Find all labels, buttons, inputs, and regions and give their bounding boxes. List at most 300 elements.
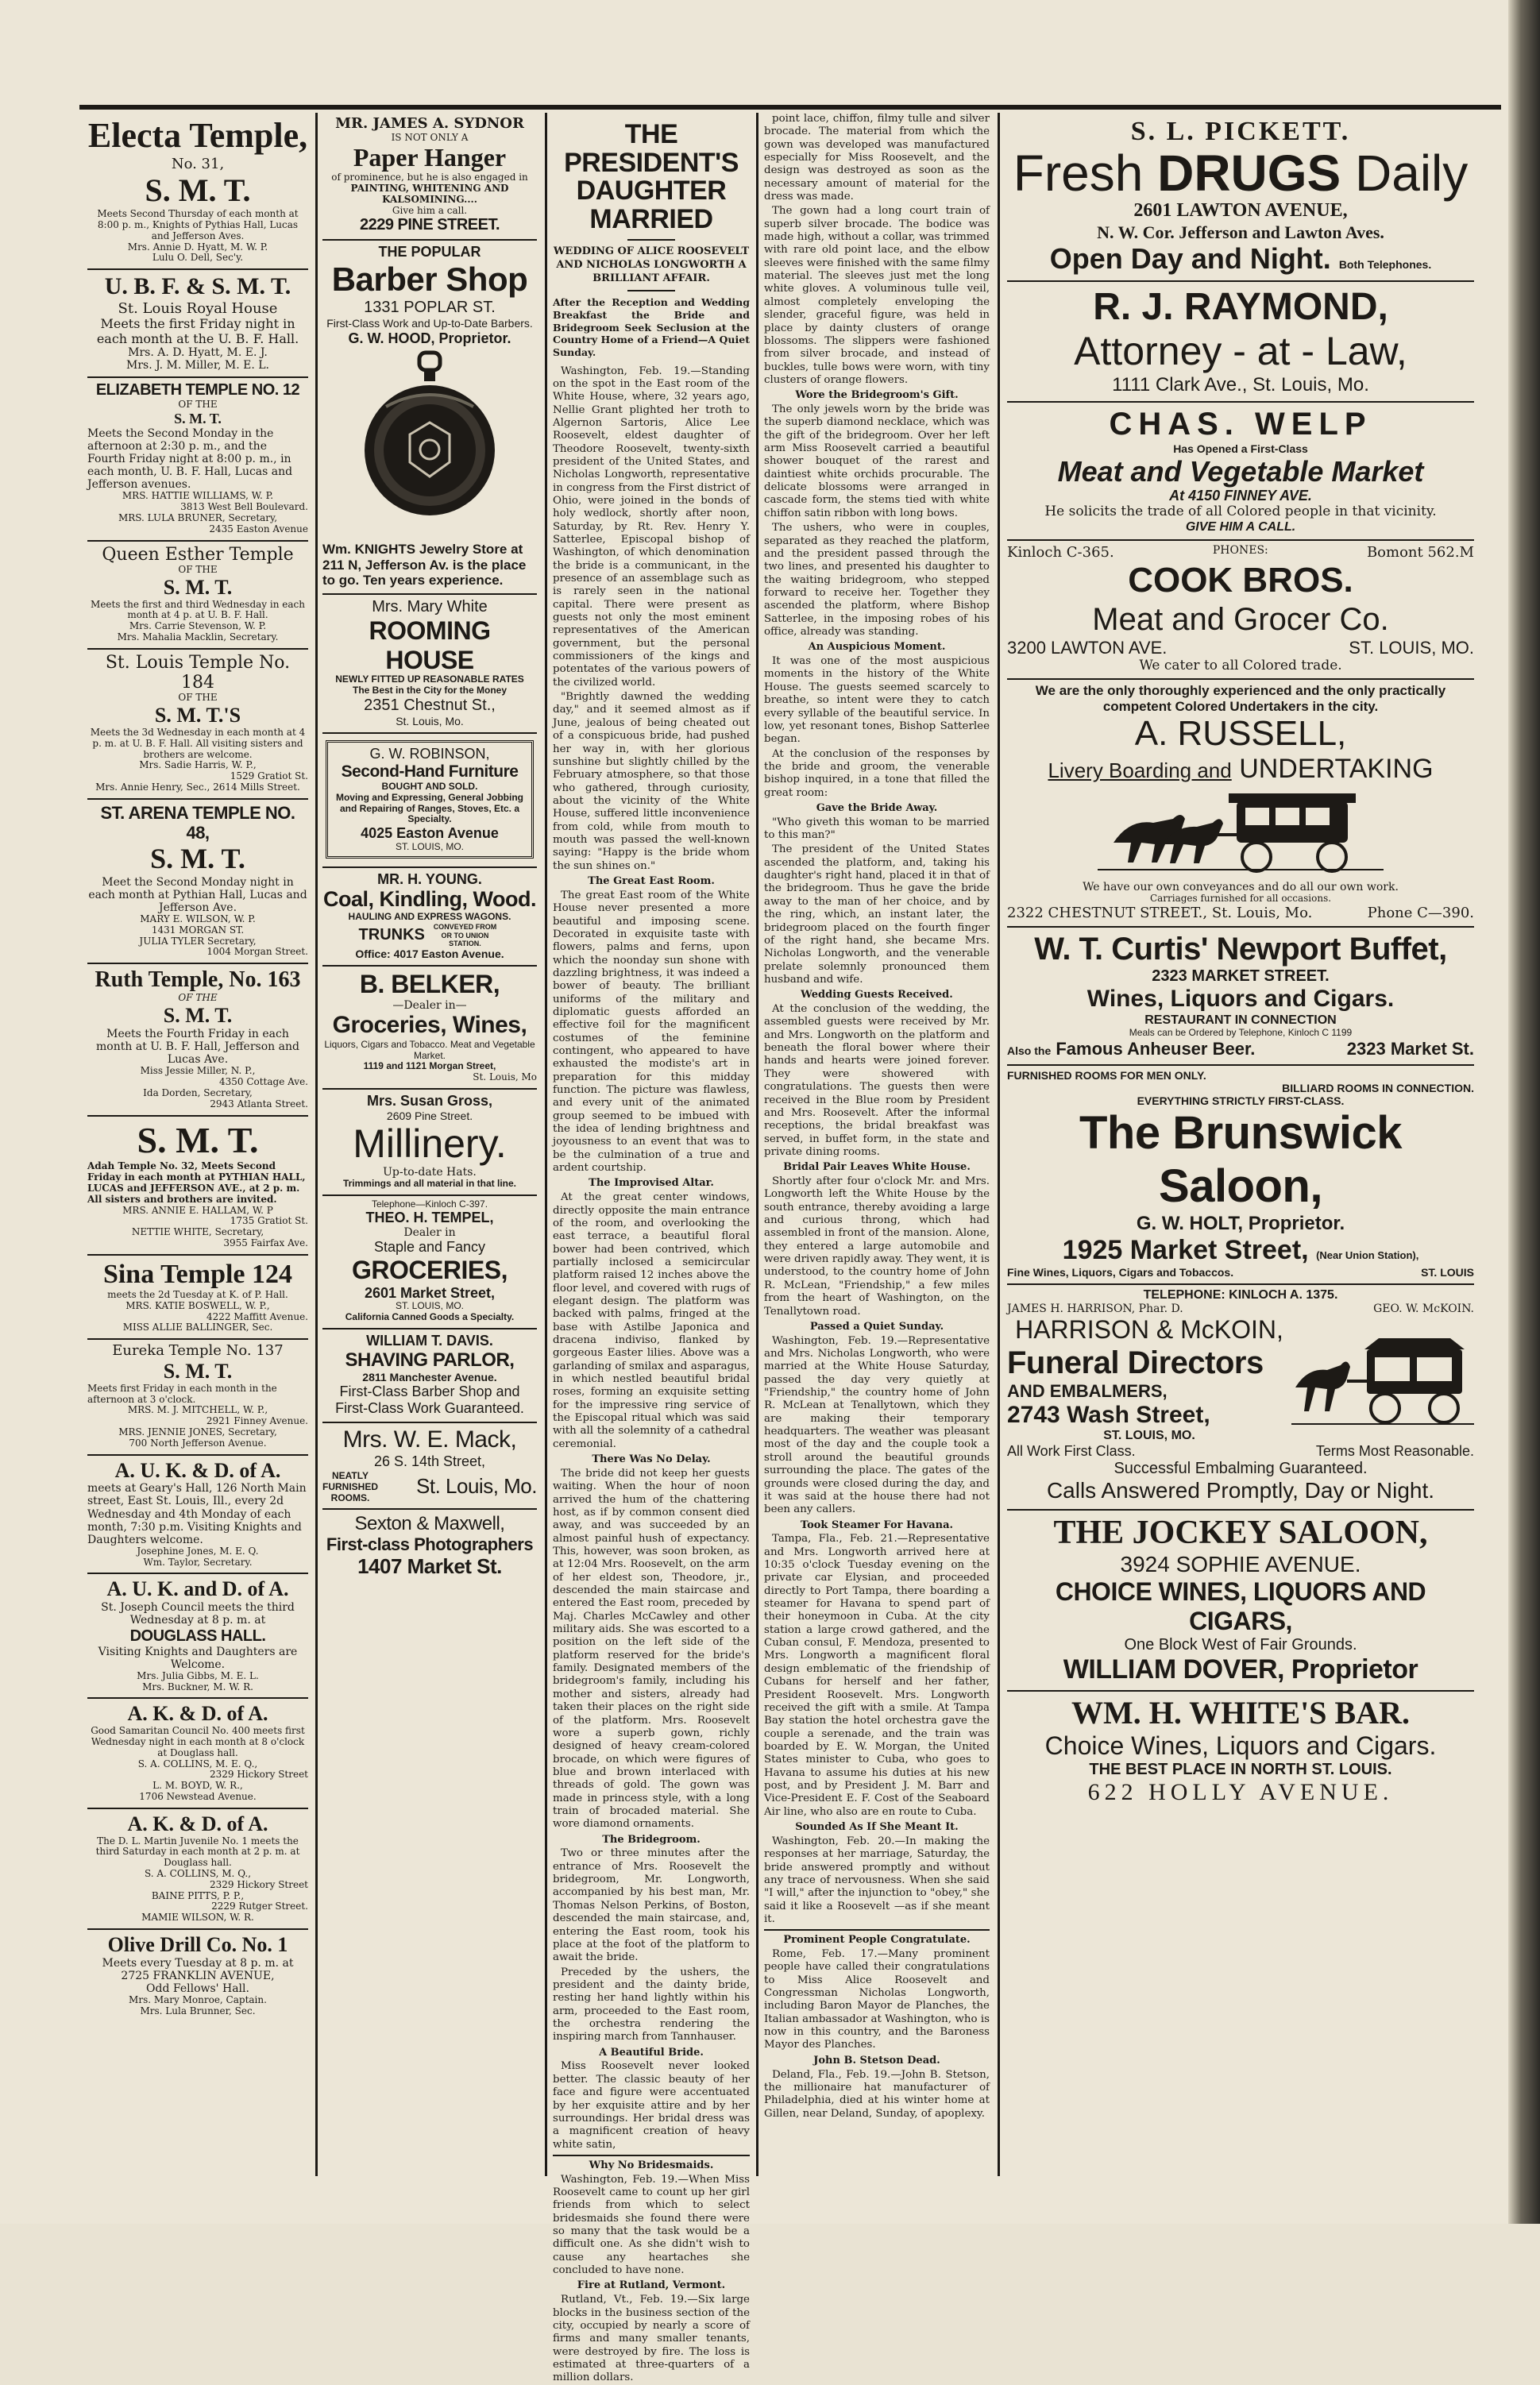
- phones-text: Both Telephones.: [1338, 258, 1432, 272]
- ad-own: We have our own conveyances and do all our own work.: [1083, 881, 1399, 894]
- notice-body: meets the 2d Tuesday at K. of P. Hall.: [107, 1288, 288, 1300]
- notice-body: meets at Geary's Hall, 126 North Main street, East St. Louis, Ill., every 2d Wednesday and 4th Monday of each month, 7:30 p.m. Visiting Knights and Daughters welcome.: [87, 1482, 307, 1546]
- notice-title: Olive Drill Co. No. 1: [107, 1933, 288, 1957]
- notice-sub: St. Louis Royal House: [118, 299, 278, 317]
- notice-title: A. U. K. and D. of A.: [106, 1577, 289, 1601]
- column-rule: [998, 113, 1000, 2176]
- ad-best: THE BEST PLACE IN NORTH ST. LOUIS.: [1089, 1760, 1392, 1778]
- pickett-drugs-ad: [1007, 113, 1474, 282]
- article-subhead: John B. Stetson Dead.: [813, 2054, 940, 2067]
- notice-address: 1004 Morgan Street.: [206, 946, 308, 958]
- ad-phone: Telephone—Kinloch C-397.: [371, 1198, 488, 1210]
- ad-title: [1007, 145, 1474, 203]
- notice-smt: S. M. T.: [145, 172, 251, 209]
- also-text: Also the: [1007, 1044, 1052, 1057]
- ad-title: Funeral Directors: [1007, 1345, 1264, 1381]
- rooming-house-ad: [322, 595, 537, 734]
- ad-best: The Best in the City for the Money: [352, 685, 507, 697]
- article-paragraph: Rutland, Vt., Feb. 19.—Six large blocks in the business section of the city, occupied by nearly a score of firms and many smaller tenants, were destroyed by fire. The loss is estimated at three-quarters of a million dollars.: [553, 2294, 750, 2384]
- notice-of: OF THE: [178, 563, 218, 575]
- name-harrison: JAMES H. HARRISON, Phar. D.: [1007, 1302, 1183, 1316]
- ad-city: ST. LOUIS, MO.: [1349, 637, 1474, 658]
- kinloch-phone: Kinloch C-365.: [1007, 543, 1114, 561]
- article-subhead: Wedding Guests Received.: [801, 989, 953, 1001]
- notice-officer: Ida Dorden, Secretary,: [143, 1087, 253, 1098]
- ad-address: 1925 Market Street,: [1062, 1235, 1309, 1265]
- ad-terms: Terms Most Reasonable.: [1315, 1443, 1474, 1460]
- davis-shaving-ad: [322, 1330, 537, 1423]
- article-paragraph: Washington, Feb. 19.—Representative and Mrs. Nicholas Longworth, who were married at the White House Saturday, passed the day very quietly at "Friendship," the country home of John R. McLean at Tenallytown, which they are making their temporary headquarters. The weather was pleasant most of the day and the couple took a stroll around the beautiful grounds surrounding the place. The gates of the grounds were closed during the day, and it was said at the house there had not been any callers.: [764, 1334, 990, 1516]
- article-subhead: The Bridegroom.: [602, 1833, 701, 1846]
- article-paragraph: The great East room of the White House never presented a more beautiful and imposing scene. Decorated in exquisite taste with flowers, palms and ferns, upon which the noonday sun shone with dazzling brightness, it was indeed a bower of beauty. The brilliant uniforms of the military and diplomatic guests afforded an effective foil for the magnificent costumes of the feminine contingent, who appeared to have exhausted the modiste's art in preparation for this midday function. The picture was flawless, and every unit of the animated group seemed to be imbued with the idea of lending brightness and joyousness to an event that was to be the culmination of a true and ardent courtship.: [553, 889, 750, 1175]
- notice-body: Meets every Tuesday at 8 p. m. at: [102, 1956, 294, 1970]
- ad-the: THE POPULAR: [378, 244, 481, 260]
- wedding-article-continued-column: [759, 113, 994, 2176]
- notice-smt: S. M. T.: [163, 575, 233, 599]
- notice-body: Meets the Second Monday in the afternoon at 2:30 p. m., and the Fourth Friday night at 8:00 p. m., in each month, U. B. F. Hall, Lucas and Jefferson avenues.: [87, 426, 293, 492]
- ad-address: At 4150 FINNEY AVE.: [1169, 488, 1312, 504]
- article-paragraph: The ushers, who were in couples, separated as they reached the platform, and the president passed through the two lines, and presented his daughter to the waiting bridegroom, who stepped forward to receive her. Together they ascended the platform, where Bishop Satterlee, in the imposing robes of his office, already was standing.: [764, 522, 990, 638]
- notice-smt: S. M. T.: [163, 1004, 233, 1028]
- article-paragraph: The bride did not keep her guests waiting. When the hour of noon arrived the hum of the chattering host, as if by common consent died away, and was succeeded by an almost painful hush of expectancy. This, however, was soon broken, as at 12:04 Mrs. Roosevelt, on the arm of her eldest son, Theodore, jr., descended the main staircase and entered the East room, preceded by Maj. Charles McCawley and other military aids. She was escorted to a position on the left side of the platform reserved for the bride's family. Designated members of the bridegroom's family, including his mother and sisters, already had taken their places on the right side of the platform. Mrs. Roosevelt wore a superb gown, richly designed of heavy cream-colored brocade, on which were figures of blue and brown interlaced with threads of gold. The gown was made in princess style, with a long train of brocaded material. She wore diamond ornaments.: [553, 1467, 750, 1831]
- cook-bros-ad: [1007, 541, 1474, 680]
- article-subhead: Fire at Rutland, Vermont.: [577, 2279, 726, 2292]
- article-paragraph: Deland, Fla., Feb. 19.—John B. Stetson, the millionaire hat manufacturer of Philadelphia, died at his winter home at Gillen, near Deland, Sunday, of apoplexy.: [764, 2068, 990, 2120]
- notice-address: 2943 Atlanta Street.: [210, 1098, 308, 1110]
- ad-name: A. RUSSELL,: [1134, 714, 1347, 754]
- article-paragraph: The president of the United States ascended the platform, and, taking his daughter's right hand, placed it in that of the bridegroom. Thus he gave the bride away to the man of her choice, and by the ring, which, an instant later, the bridegroom placed on the fourth finger of the right hand, she became Mrs. Nicholas Longworth, and the venerable prelate solemnly pronounced them husband and wife.: [764, 843, 990, 986]
- notice-officer: Mrs. J. M. Miller, M. E. L.: [126, 359, 269, 372]
- drugs-word: DRUGS: [1157, 145, 1341, 203]
- column-rule: [756, 113, 758, 2176]
- phones-row: [1007, 544, 1474, 561]
- notice-smt: S. M. T.: [137, 1119, 259, 1160]
- ad-title: Millinery.: [353, 1121, 507, 1166]
- ad-rooms: NEATLY FURNISHED ROOMS.: [322, 1469, 379, 1503]
- livery-text: Livery Boarding and: [1048, 758, 1232, 782]
- ad-body: We are the only thoroughly experienced and the only practically competent Colored Undertakers in the city.: [1035, 683, 1446, 714]
- notice-address: 700 North Jefferson Avenue.: [129, 1437, 267, 1449]
- undertaking-text: UNDERTAKING: [1239, 753, 1434, 784]
- curtis-buffet-ad: [1007, 928, 1474, 1066]
- lodge-notices-column: [83, 113, 313, 2176]
- ad-address: 1119 and 1121 Morgan Street,: [363, 1060, 496, 1072]
- ad-title: Second-Hand Furniture: [341, 762, 519, 781]
- ad-name: G. W. ROBINSON,: [369, 746, 490, 762]
- article-subhead: Why No Bridesmaids.: [589, 2159, 714, 2171]
- auk-douglass-notice: [87, 1574, 308, 1699]
- st-louis-temple-notice: [87, 650, 308, 800]
- ad-wines: Wines, Liquors and Cigars.: [1086, 986, 1395, 1013]
- notice-officer: Mrs. Julia Gibbs, M. E. L.: [137, 1669, 259, 1681]
- article-paragraph: Shortly after four o'clock Mr. and Mrs. Longworth left the White House by the south entrance, thereby avoiding a large and curious throng, which had assembled in front of the mansion. Alone, they entered a large automobile and were driven rapidly away. They went, it is understood, to the country home of John R. McLean, "Friendship," a few miles from the heart of Washington, on the Tenallytown road.: [764, 1175, 990, 1318]
- business-ads-column: [318, 113, 542, 2176]
- article-subhead: Prominent People Congratulate.: [783, 1934, 971, 1947]
- ad-title: Groceries, Wines,: [332, 1012, 527, 1039]
- ad-restaurant: RESTAURANT IN CONNECTION: [1144, 1013, 1337, 1027]
- ad-opened: Has Opened a First-Class: [1173, 442, 1308, 455]
- notice-officer: S. A. COLLINS, M. E. Q.,: [137, 1758, 258, 1769]
- ad-title: THE JOCKEY SALOON,: [1053, 1514, 1428, 1551]
- article-subhead: An Auspicious Moment.: [808, 641, 946, 654]
- article-paragraph: Miss Roosevelt never looked better. The classic beauty of her face and figure were accentuated by her exquisite attire and by her surroundings. Her bridal dress was a magnificent creation of heavy white satin,: [553, 2060, 750, 2151]
- elizabeth-temple-notice: [87, 378, 308, 541]
- article-paragraph: Washington, Feb. 20.—In making the responses at her marriage, Saturday, the bride answered promptly and without any trace of nervousness. When she said "I will," after the injunction to "obey," she said it like a Roosevelt —as if she meant it.: [764, 1835, 990, 1925]
- ad-calls: Calls Answered Promptly, Day or Night.: [1046, 1478, 1435, 1503]
- notice-body: Good Samaritan Council No. 400 meets first Wednesday night in each month at 8 o'clock at Douglass hall.: [91, 1725, 305, 1758]
- large-ads-column: [1002, 113, 1479, 2176]
- notice-officer: Mrs. A. D. Hyatt, M. E. J.: [128, 346, 268, 360]
- ad-title: Attorney - at - Law,: [1074, 328, 1407, 373]
- st-arena-notice: [87, 800, 308, 964]
- notice-title: Electa Temple,: [87, 116, 308, 155]
- notice-officer: Mrs. Annie Henry, Sec., 2614 Mills Street.: [95, 781, 300, 793]
- jockey-saloon-ad: [1007, 1511, 1474, 1692]
- ad-call: GIVE HIM A CALL.: [1185, 519, 1296, 534]
- ad-address: 2811 Manchester Avenue.: [362, 1371, 497, 1384]
- article-paragraph: Rome, Feb. 17.—Many prominent people have called their congratulations to Miss Alice Roosevelt and Congressman Nicholas Longworth, including Baron Mayor de Planches, the Italian ambassador at Washington, who is now in this country, and the Baroness Mayor des Planches.: [764, 1948, 990, 2051]
- article-body: [764, 113, 990, 2121]
- ad-embalming: Successful Embalming Guaranteed.: [1114, 1460, 1368, 1478]
- ad-body: He solicits the trade of all Colored people in that vicinity.: [1044, 504, 1437, 520]
- notice-body: Meets first Friday in each month in the afternoon at 3 o'clock.: [87, 1382, 277, 1405]
- ad-body: of prominence, but he is also engaged in: [331, 172, 528, 183]
- notice-officer: MARY E. WILSON, W. P.: [140, 913, 256, 925]
- address-row: [1007, 638, 1474, 658]
- notice-title: Sina Temple 124: [102, 1259, 293, 1289]
- notice-officer: Lulu O. Dell, Sec'y.: [152, 252, 244, 264]
- headline-rule: [627, 239, 675, 241]
- ad-name: Mrs. Mary White: [372, 597, 488, 616]
- ad-dealer: —Dealer in—: [392, 999, 467, 1013]
- notice-officer: MRS. KATIE BOSWELL, W. P.,: [125, 1299, 270, 1311]
- ad-title: Barber Shop: [331, 260, 528, 299]
- ad-choice: CHOICE WINES, LIQUORS AND CIGARS,: [1055, 1577, 1426, 1635]
- ad-title: First-class Photographers: [326, 1534, 534, 1555]
- ad-isnot: IS NOT ONLY A: [391, 131, 469, 143]
- article-paragraph: Tampa, Fla., Feb. 21.—Representative and Mrs. Longworth arrived here at 10:35 o'clock Tuesday evening on the private car Elysian, and proceeded directly to Port Tampa, there boarding a steamer for Havana to spend part of their honeymoon in Cuba. At the city station a large crowd gathered, and the Cuban consul, F. Mendoza, presented to Mrs. Longworth a magnificent floral design emblematic of the friendship of Cubans for herself and her father, President Roosevelt. Mrs. Longworth received the gift with a smile. At Tampa Bay station the hotel orchestra gave the couple a serenade, and the train was boarded by E. W. Morgan, the United States minister to Cuba, who goes to Havana to assume his duties at his new post, and by President J. M. Barr and Vice-President E. F. Cost of the Seaboard Air line, who also are en route to Cuba.: [764, 1533, 990, 1818]
- notice-officer: Josephine Jones, M. E. Q.: [137, 1545, 259, 1557]
- ad-trunks: [322, 923, 537, 947]
- notice-officer: L. M. BOYD, W. R.,: [152, 1780, 243, 1792]
- notice-title: Eureka Temple No. 137: [112, 1342, 284, 1360]
- notice-address: 2921 Finney Avenue.: [206, 1415, 308, 1427]
- notice-officer: BAINE PITTS, P. P.,: [151, 1889, 245, 1901]
- article-paragraph: At the great center windows, directly opposite the main entrance of the room, and overlooking the east terrace, a beautiful floral bower had been contrived, which partially inclosed a semicircular platform raised 12 inches above the floor level, and covered with rugs of elegant design. The platform was backed with palms, fringed at the base with Astilbe Japonica and dracena indiviso, flanked by gorgeous Easter lilies. Above was a garlanding of smilax and asparagus, in which nestled beautiful bridal roses, forming an exquisite setting for the impressive ring service of the Episcopal ritual which was said with all the solemnity of a cathedral ceremonial.: [553, 1191, 750, 1450]
- notice-body: Meets Second Thursday of each month at 8:00 p. m., Knights of Pythias Hall, Lucas and Jefferson Aves.: [97, 208, 299, 241]
- ad-address: 1331 POPLAR ST.: [364, 299, 496, 317]
- harrison-mckoin-ad: [1007, 1285, 1474, 1511]
- ad-address: 2601 LAWTON AVENUE,: [1133, 200, 1348, 222]
- deck-rule: [627, 290, 675, 291]
- notice-officer: MRS. ANNIE E. HALLAM, W. P: [122, 1204, 273, 1216]
- ad-address: 2229 PINE STREET.: [359, 216, 500, 234]
- ad-address: 2322 CHESTNUT STREET., St. Louis, Mo.: [1007, 905, 1313, 922]
- beer-text: Famous Anheuser Beer.: [1056, 1038, 1256, 1059]
- notice-officer: MAMIE WILSON, W. R.: [141, 1912, 254, 1924]
- eureka-temple-notice: [87, 1340, 308, 1455]
- notice-body: Meets the Fourth Friday in each month at U. B. F. Hall, Jefferson and Lucas Ave.: [96, 1028, 299, 1067]
- akd-good-samaritan-notice: [87, 1699, 308, 1808]
- ad-sub: Up-to-date Hats.: [383, 1165, 477, 1179]
- ad-address: 1111 Clark Ave., St. Louis, Mo.: [1112, 374, 1369, 396]
- notice-officer: Mrs. Mahalia Macklin, Secretary.: [117, 631, 279, 643]
- notice-title: Ruth Temple, No. 163: [95, 967, 301, 993]
- ad-sub: BOUGHT AND SOLD.: [381, 780, 478, 792]
- ad-body: First-Class Work and Up-to-Date Barbers.: [326, 317, 533, 330]
- article-subhead: There Was No Delay.: [592, 1453, 711, 1466]
- welp-market-ad: [1007, 403, 1474, 541]
- phones-label: PHONES:: [1212, 543, 1268, 557]
- ad-address: 26 S. 14th Street,: [373, 1453, 486, 1470]
- russell-undertaking-ad: [1007, 680, 1474, 928]
- notice-address: 3813 West Bell Boulevard.: [180, 501, 308, 513]
- ad-address: 2743 Wash Street,: [1007, 1401, 1210, 1428]
- ad-city: ST. LOUIS, MO.: [395, 1300, 464, 1312]
- ad-title: GROCERIES,: [352, 1255, 508, 1284]
- ad-address-line: [1007, 1235, 1474, 1266]
- notice-address: 1431 MORGAN ST.: [151, 924, 245, 936]
- article-paragraph: Two or three minutes after the entrance of Mrs. Roosevelt the bridegroom, Mr. Longworth, accompanied by his best man, Mr. Thomas Nelson Perkins, of Boston, descended the main staircase, and, entering the East room, took his place at the foot of the platform to await the bride.: [553, 1847, 750, 1964]
- white-bar-ad: [1007, 1692, 1474, 1811]
- ad-sub: Staple and Fancy: [373, 1239, 486, 1256]
- notice-smt: S. M. T.'S: [154, 704, 241, 727]
- article-paragraph: At the conclusion of the wedding, the assembled guests were received by Mr. and Mrs. Longworth on the platform and beneath the floral bower where their hands and hearts were joined forever. They were showered with congratulations. The guests then were received in the Blue room by President and Mrs. Roosevelt. After the informal receptions, the bridal breakfast was served, in buffet form, in the state and private dining rooms.: [764, 1003, 990, 1158]
- notice-address: 2435 Easton Avenue: [209, 523, 308, 535]
- ad-fine: Fine Wines, Liquors, Cigars and Tobaccos.: [1007, 1266, 1234, 1279]
- ubf-notice: [87, 270, 308, 378]
- notice-body: Meets the first Friday night in each month at the U. B. F. Hall.: [96, 316, 299, 346]
- notice-title: A. K. & D. of A.: [127, 1812, 268, 1835]
- ad-body: Trimmings and all material in that line.: [342, 1177, 517, 1189]
- ad-work: All Work First Class.: [1007, 1443, 1136, 1460]
- ad-canned: California Canned Goods a Specialty.: [345, 1311, 515, 1323]
- ad-title: WM. H. WHITE'S BAR.: [1071, 1694, 1410, 1731]
- ad-services: PAINTING, WHITENING AND KALSOMINING....: [350, 183, 509, 205]
- notice-officer: Mrs. Mary Monroe, Captain.: [129, 1994, 267, 2006]
- article-paragraph: The only jewels worn by the bride was the superb diamond necklace, which was the gift of the bridegroom. Over her left arm Miss Roosevelt carried a beautiful shower bouquet of the rarest and daintiest white orchids procurable. The delicate blossoms were arranged in cascade form, the stems tied with white chiffon satin ribbon with long bows.: [764, 403, 990, 519]
- notice-hall: DOUGLASS HALL.: [129, 1627, 266, 1645]
- horse-carriage-illustration: [1098, 787, 1384, 874]
- article-subhead: Gave the Bride Away.: [816, 801, 938, 814]
- ad-title: Coal, Kindling, Wood.: [323, 887, 536, 912]
- article-subhead: Bridal Pair Leaves White House.: [783, 1161, 971, 1174]
- ad-city: St. Louis, Mo.: [416, 1474, 537, 1499]
- page-edge-shadow: [1508, 0, 1540, 2224]
- notice-body: Meet the Second Monday night in each month at Pythian Hall, Lucas and Jefferson Ave.: [88, 875, 307, 914]
- article-subhead: The Great East Room.: [588, 874, 715, 887]
- ad-title: Paper Hanger: [353, 143, 507, 172]
- article-subhead: A Beautiful Bride.: [599, 2046, 704, 2059]
- notice-address: 4222 Maffitt Avenue.: [206, 1310, 308, 1322]
- article-divider: [553, 2155, 750, 2156]
- brunswick-saloon-ad: [1007, 1066, 1474, 1285]
- notice-title: ST. ARENA TEMPLE NO. 48,: [100, 802, 295, 843]
- pocket-watch-illustration: [362, 351, 497, 534]
- ad-carriages: Carriages furnished for all occasions.: [1149, 893, 1332, 905]
- notice-officer: MRS. M. J. MITCHELL, W. P.,: [127, 1404, 268, 1416]
- article-subhead: Wore the Bridegroom's Gift.: [795, 389, 959, 402]
- ad-cater: We cater to all Colored trade.: [1139, 657, 1342, 673]
- ad-address: 2323 Market St.: [1346, 1038, 1474, 1059]
- ad-sub: NEWLY FITTED UP REASONABLE RATES: [335, 673, 524, 685]
- near-text: (Near Union Station),: [1316, 1249, 1419, 1261]
- funeral-row: [1007, 1315, 1474, 1443]
- barber-shop-ad: [322, 241, 537, 594]
- work-row: [1007, 1443, 1474, 1460]
- ad-corner: N. W. Cor. Jefferson and Lawton Aves.: [1097, 222, 1384, 242]
- notice-of: OF THE: [178, 992, 218, 1004]
- notice-address: 2329 Hickory Street: [209, 1878, 308, 1890]
- ad-city: ST. LOUIS, MO.: [395, 840, 464, 852]
- ad-address: 2351 Chestnut St.,: [364, 697, 496, 715]
- notice-officer: Miss Jessie Miller, N. P.,: [140, 1065, 256, 1077]
- article-paragraph: It was one of the most auspicious moments in the history of the White House. The guests seemed scarcely to breathe, so intent were they to catch every syllable of the beautiful service. In low, yet resonant tones, Bishop Satterlee began.: [764, 655, 990, 746]
- notice-officer: Mrs. Sadie Harris, W. P.,: [139, 759, 257, 771]
- notice-smt: S. M. T.: [150, 843, 245, 875]
- ad-first-class: EVERYTHING STRICTLY FIRST-CLASS.: [1137, 1094, 1345, 1107]
- ruth-temple-notice: [87, 964, 308, 1116]
- notice-title: U. B. F. & S. M. T.: [104, 273, 291, 300]
- ad-title-line: [1007, 754, 1474, 784]
- fresh-word: Fresh: [1013, 145, 1144, 203]
- beer-row: [1007, 1039, 1474, 1059]
- tempel-groceries-ad: [322, 1196, 537, 1330]
- ad-city: ST. LOUIS, MO.: [1103, 1429, 1195, 1443]
- notice-title: Queen Esther Temple: [102, 544, 294, 565]
- ad-title: The Brunswick Saloon,: [1079, 1107, 1403, 1212]
- notice-officer: MISS ALLIE BALLINGER, Sec.: [122, 1322, 273, 1333]
- names-row: [1007, 1302, 1474, 1315]
- notice-title: ELIZABETH TEMPLE NO. 12: [95, 381, 300, 399]
- akd-juvenile-notice: [87, 1809, 308, 1930]
- ad-proprietor: WILLIAM DOVER, Proprietor: [1063, 1654, 1418, 1685]
- article-paragraph: Washington, Feb. 19.—Standing on the spot in the East room of the White House, where, 32 years ago, Nellie Grant plighted her troth to Algernon Sartoris, Alice Lee Roosevelt, eldest daughter of Theodore Roosevelt, twenty-sixth president of the United States, and Nicholas Longworth, representative in congress from the First district of Ohio, were joined in the bonds of holy wedlock, shortly after noon, Saturday, by Rt. Rev. Henry Y. Satterlee, Episcopal bishop of Washington, of which denomination the bride is a communicant, in the presence of an assemblage such as is rarely seen in the national capital. There were present as guests not only the most eminent representatives of the American government, but the personal commissioners of the kings and potentates of the various powers of the civilized world.: [553, 365, 750, 689]
- notice-body: Visiting Knights and Daughters are Welcome.: [98, 1645, 298, 1671]
- notice-smt: S. M. T.: [174, 411, 222, 427]
- notice-officer: MRS. LULA BRUNER, Secretary,: [118, 511, 278, 523]
- sina-temple-notice: [87, 1256, 308, 1340]
- sexton-photographers-ad: [322, 1510, 537, 1584]
- column-rule: [545, 113, 547, 2176]
- adah-temple-notice: [87, 1117, 308, 1256]
- notice-address: 3955 Fairfax Ave.: [223, 1237, 308, 1249]
- notice-officer: Mrs. Lula Brunner, Sec.: [140, 2005, 256, 2017]
- ad-name: HARRISON & McKOIN,: [1015, 1315, 1283, 1345]
- ad-title: Meat and Grocer Co.: [1092, 601, 1389, 637]
- article-paragraph: "Who giveth this woman to be married to this man?": [764, 816, 990, 842]
- ad-name: COOK BROS.: [1128, 560, 1353, 600]
- ad-body: First-Class Barber Shop and First-Class Work Guaranteed.: [335, 1384, 524, 1416]
- ad-city: ST. LOUIS: [1421, 1266, 1474, 1279]
- ad-name: Mrs. Susan Gross,: [366, 1092, 493, 1109]
- electa-temple-notice: [87, 113, 308, 270]
- young-coal-ad: [322, 868, 537, 967]
- article-paragraph: At the conclusion of the responses by the bride and groom, the venerable bishop inquired, in a tone that filled the great room:: [764, 747, 990, 799]
- notice-body: Meets the first and third Wednesday in each month at 4 p. at U. B. F. Hall.: [91, 598, 305, 621]
- ad-dealer: Dealer in: [403, 1226, 456, 1240]
- article-paragraph: The gown had a long court train of superb silver brocade. The bodice was made high, without a collar, was trimmed with rare old point lace, and the elbow sleeves were finished with the same filmy material. The sleeves just met the long white gloves. A voluminous tulle veil, almost completely enveloping the slender, graceful figure, was held in place by dainty clusters of orange blossoms. The slippers were fashioned from silver brocade, and instead of buckles, tulle bows were worn, with tiny clusters of orange flowers.: [764, 205, 990, 386]
- notice-of: OF THE: [178, 692, 218, 704]
- notice-officer: S. A. COLLINS, M. Q.,: [144, 1868, 252, 1880]
- article-subhead: Sounded As If She Meant It.: [795, 1820, 959, 1833]
- ad-choice: Choice Wines, Liquors and Cigars.: [1044, 1731, 1437, 1760]
- notice-officer: Mrs. Buckner, M. W. R.: [142, 1681, 253, 1692]
- ad-address: 2609 Pine Street.: [386, 1109, 473, 1122]
- ad-address: 2601 Market Street,: [364, 1284, 496, 1301]
- ad-address: 4025 Easton Avenue: [361, 825, 499, 842]
- ad-title: ROOMING HOUSE: [369, 616, 491, 674]
- knights-jewelry-text: Wm. KNIGHTS Jewelry Store at 211 N, Jefferson Av. is the place to go. Ten years experience.: [322, 542, 527, 589]
- notice-no: No. 31,: [171, 155, 225, 172]
- notice-address: 1529 Gratiot St.: [230, 770, 308, 782]
- ad-name: S. L. PICKETT.: [1130, 117, 1351, 146]
- ad-name: Sexton & Maxwell,: [354, 1512, 505, 1534]
- ad-title: SHAVING PARLOR,: [345, 1349, 515, 1371]
- ad-body: Liquors, Cigars and Tobacco. Meat and Vegetable Market.: [324, 1038, 535, 1061]
- ad-phone: Phone C—390.: [1367, 905, 1474, 922]
- notice-address: 2725 FRANKLIN AVENUE,: [121, 1970, 275, 1983]
- ad-name: CHAS. WELP: [1109, 406, 1372, 442]
- ad-name: WILLIAM T. DAVIS.: [366, 1332, 493, 1349]
- ad-office: Office: 4017 Easton Avenue.: [355, 947, 504, 961]
- ad-proprietor: G. W. HOOD, Proprietor.: [348, 330, 511, 346]
- article-subhead: Passed a Quiet Sunday.: [809, 1320, 944, 1333]
- ad-meals: Meals can be Ordered by Telephone, Kinloch C 1199: [1129, 1026, 1353, 1038]
- ad-title: W. T. Curtis' Newport Buffet,: [1034, 932, 1447, 967]
- name-mckoin: GEO. W. McKOIN.: [1373, 1302, 1474, 1316]
- article-paragraph: Preceded by the ushers, the president and the dainty bride, resting her hand lightly within his arm, proceeded to the East room, the orchestra rendering the inspiring march from Tannhauser.: [553, 1966, 750, 2043]
- notice-address: 1735 Gratiot St.: [230, 1215, 308, 1227]
- notice-address: 2229 Rutger Street.: [211, 1901, 308, 1912]
- raymond-attorney-ad: [1007, 282, 1474, 403]
- notice-body: Adah Temple No. 32, Meets Second Friday in each month at PYTHIAN HALL, LUCAS and JEFFERSON AVE., at 2 p. m. All sisters and brothers are invited.: [87, 1160, 306, 1205]
- open-text: Open Day and Night.: [1049, 242, 1331, 276]
- notice-officer: MRS. JENNIE JONES, Secretary,: [118, 1426, 277, 1438]
- notice-smt: S. M. T.: [163, 1359, 233, 1383]
- ad-embalmers: AND EMBALMERS,: [1007, 1381, 1168, 1402]
- ad-billiard: BILLIARD ROOMS IN CONNECTION.: [1282, 1081, 1474, 1094]
- ad-proprietor: G. W. HOLT, Proprietor.: [1136, 1213, 1345, 1235]
- notice-officer: MRS. HATTIE WILLIAMS, W. P.: [122, 490, 274, 502]
- ad-address: 1407 Market St.: [357, 1553, 502, 1578]
- ad-name: MR. JAMES A. SYDNOR: [335, 115, 524, 132]
- ad-name: Mrs. W. E. Mack,: [342, 1426, 517, 1453]
- ad-body: Moving and Expressing, General Jobbing and Repairing of Ranges, Stoves, Etc. a Specialty.: [335, 791, 524, 825]
- notice-officer: JULIA TYLER Secretary,: [139, 935, 257, 947]
- ad-phone: TELEPHONE: KINLOCH A. 1375.: [1143, 1288, 1338, 1302]
- notice-address: 2329 Hickory Street: [209, 1769, 308, 1781]
- notice-title: A. U. K. & D. of A.: [114, 1458, 281, 1482]
- ad-sub: HAULING AND EXPRESS WAGONS.: [348, 911, 511, 923]
- ad-address: 2323 MARKET STREET.: [1152, 967, 1330, 986]
- ad-name: MR. H. YOUNG.: [377, 870, 482, 887]
- article-subdeck: After the Reception and Wedding Breakfast the Bride and Bridegroom Seek Seclusion at the Country Home of a Friend—A Quiet Sunday.: [553, 296, 750, 358]
- ad-address: 3924 SOPHIE AVENUE.: [1120, 1551, 1361, 1576]
- article-paragraph: "Brightly dawned the wedding day," and it seemed almost as if June, jealous of being cheated out of a conspicuous bride, had pushed her way in, with her glorious sunshine but slightly chilled by the February atmosphere, so that those who gathered, through curiosity, about the vicinity of the White House, suffered little inconvenience from cold, while from mouth to mouth was passed the well-known saying: "Happy is the bride whom the sun shines on.": [553, 691, 750, 872]
- notice-officer: Mrs. Annie D. Hyatt, M. W. P.: [127, 241, 268, 253]
- notice-address: 4350 Cottage Ave.: [218, 1076, 308, 1088]
- ad-address: 3200 LAWTON AVE.: [1007, 637, 1168, 658]
- address-row: [1007, 905, 1474, 921]
- olive-drill-notice: [87, 1930, 308, 2022]
- ad-name: B. BELKER,: [359, 970, 500, 999]
- belker-groceries-ad: [322, 967, 537, 1090]
- article-divider: [764, 1929, 990, 1931]
- notice-officer: Mrs. Carrie Stevenson, W. P.: [129, 620, 267, 632]
- ad-city: St. Louis, Mo.: [396, 715, 464, 728]
- notice-body: Meets the 3d Wednesday in each month at 4 p. m. at U. B. F. Hall. All visiting sisters and brothers are welcome.: [90, 727, 306, 760]
